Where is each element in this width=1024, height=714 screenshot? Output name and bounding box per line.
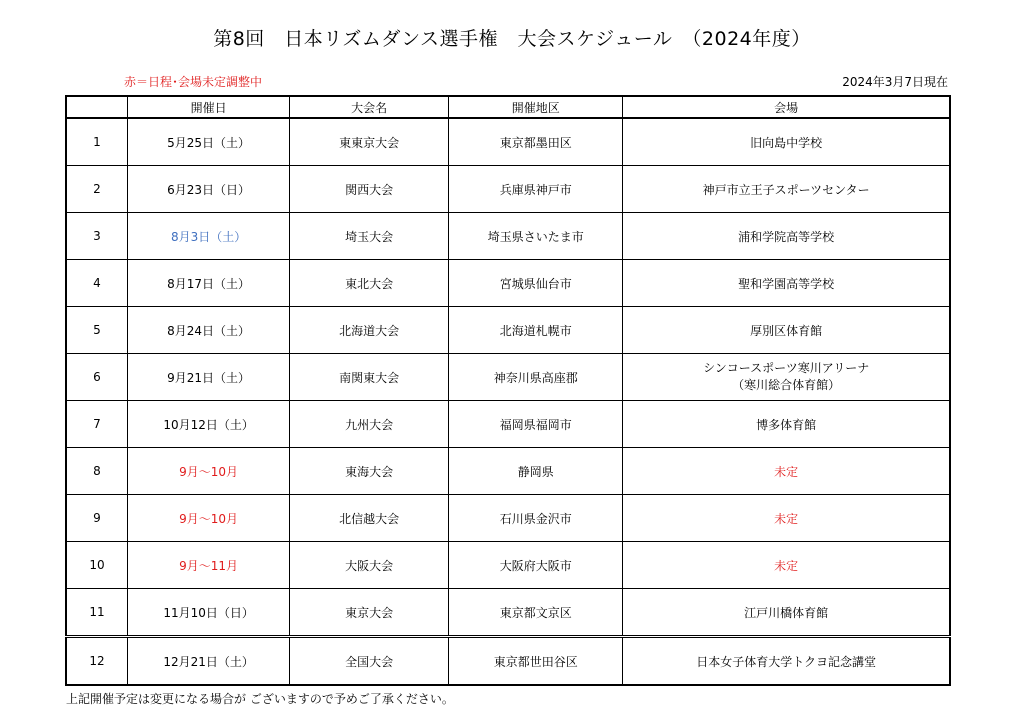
header-venue: 会場 xyxy=(623,96,950,118)
row-area: 大阪府大阪市 xyxy=(449,542,623,589)
row-venue-undecided: 未定 xyxy=(623,448,950,495)
row-date-undecided: 9月～10月 xyxy=(128,448,290,495)
row-event-name: 南関東大会 xyxy=(290,354,449,401)
table-row xyxy=(66,307,950,354)
row-venue-undecided: 未定 xyxy=(623,542,950,589)
table-row xyxy=(66,213,950,260)
row-venue: 神戸市立王子スポーツセンター xyxy=(623,166,950,213)
header-date: 開催日 xyxy=(128,96,290,118)
row-area: 静岡県 xyxy=(449,448,623,495)
table-row-final xyxy=(66,637,950,686)
row-venue xyxy=(623,354,950,401)
row-number: 8 xyxy=(66,448,128,495)
row-event-name: 全国大会 xyxy=(290,637,449,686)
row-venue: 博多体育館 xyxy=(623,401,950,448)
row-area: 兵庫県神戸市 xyxy=(449,166,623,213)
table-row xyxy=(66,260,950,307)
row-venue: 厚別区体育館 xyxy=(623,307,950,354)
row-venue: 旧向島中学校 xyxy=(623,118,950,166)
legend-note: 赤＝日程･会場未定調整中 xyxy=(124,75,263,89)
row-venue: 日本女子体育大学トクヨ記念講堂 xyxy=(623,637,950,686)
table-row xyxy=(66,448,950,495)
row-number: 2 xyxy=(66,166,128,213)
header-number xyxy=(66,96,128,118)
row-venue: 聖和学園高等学校 xyxy=(623,260,950,307)
row-date: 8月24日（土） xyxy=(128,307,290,354)
venue-line-1: シンコースポーツ寒川アリーナ xyxy=(703,361,870,375)
row-event-name: 北海道大会 xyxy=(290,307,449,354)
row-area: 石川県金沢市 xyxy=(449,495,623,542)
row-event-name: 東東京大会 xyxy=(290,118,449,166)
schedule-table xyxy=(65,95,951,686)
row-number: 11 xyxy=(66,589,128,637)
row-date: 11月10日（日） xyxy=(128,589,290,637)
row-number: 12 xyxy=(66,637,128,686)
row-number: 5 xyxy=(66,307,128,354)
footer-note: 上記開催予定は変更になる場合が ございますので予めご了承ください。 xyxy=(66,692,454,706)
row-date: 12月21日（土） xyxy=(128,637,290,686)
row-date: 8月17日（土） xyxy=(128,260,290,307)
row-area: 東京都墨田区 xyxy=(449,118,623,166)
row-date-undecided: 9月～10月 xyxy=(128,495,290,542)
table-row xyxy=(66,401,950,448)
table-header-row xyxy=(66,96,950,118)
row-event-name: 関西大会 xyxy=(290,166,449,213)
row-area: 埼玉県さいたま市 xyxy=(449,213,623,260)
row-date: 5月25日（土） xyxy=(128,118,290,166)
row-date: 10月12日（土） xyxy=(128,401,290,448)
row-event-name: 大阪大会 xyxy=(290,542,449,589)
row-number: 7 xyxy=(66,401,128,448)
row-date: 6月23日（日） xyxy=(128,166,290,213)
row-number: 9 xyxy=(66,495,128,542)
table-row xyxy=(66,589,950,637)
table-row xyxy=(66,354,950,401)
table-row xyxy=(66,495,950,542)
row-number: 10 xyxy=(66,542,128,589)
row-date: 9月21日（土） xyxy=(128,354,290,401)
row-venue: 浦和学院高等学校 xyxy=(623,213,950,260)
header-area: 開催地区 xyxy=(449,96,623,118)
row-number: 6 xyxy=(66,354,128,401)
table-row xyxy=(66,118,950,166)
row-event-name: 東北大会 xyxy=(290,260,449,307)
row-venue-undecided: 未定 xyxy=(623,495,950,542)
row-number: 1 xyxy=(66,118,128,166)
as-of-date: 2024年3月7日現在 xyxy=(842,75,948,89)
table-row xyxy=(66,542,950,589)
header-event-name: 大会名 xyxy=(290,96,449,118)
row-event-name: 東海大会 xyxy=(290,448,449,495)
row-number: 3 xyxy=(66,213,128,260)
row-area: 北海道札幌市 xyxy=(449,307,623,354)
row-event-name: 北信越大会 xyxy=(290,495,449,542)
row-event-name: 九州大会 xyxy=(290,401,449,448)
row-date-tentative: 8月3日（土） xyxy=(128,213,290,260)
row-area: 宮城県仙台市 xyxy=(449,260,623,307)
row-area: 東京都文京区 xyxy=(449,589,623,637)
row-date-undecided: 9月～11月 xyxy=(128,542,290,589)
row-number: 4 xyxy=(66,260,128,307)
page-title: 第8回 日本リズムダンス選手権 大会スケジュール （2024年度） xyxy=(213,28,811,50)
row-venue: 江戸川橋体育館 xyxy=(623,589,950,637)
row-area: 東京都世田谷区 xyxy=(449,637,623,686)
row-event-name: 東京大会 xyxy=(290,589,449,637)
venue-line-2: （寒川総合体育館） xyxy=(732,378,841,392)
row-area: 神奈川県高座郡 xyxy=(449,354,623,401)
table-row xyxy=(66,166,950,213)
row-area: 福岡県福岡市 xyxy=(449,401,623,448)
row-event-name: 埼玉大会 xyxy=(290,213,449,260)
